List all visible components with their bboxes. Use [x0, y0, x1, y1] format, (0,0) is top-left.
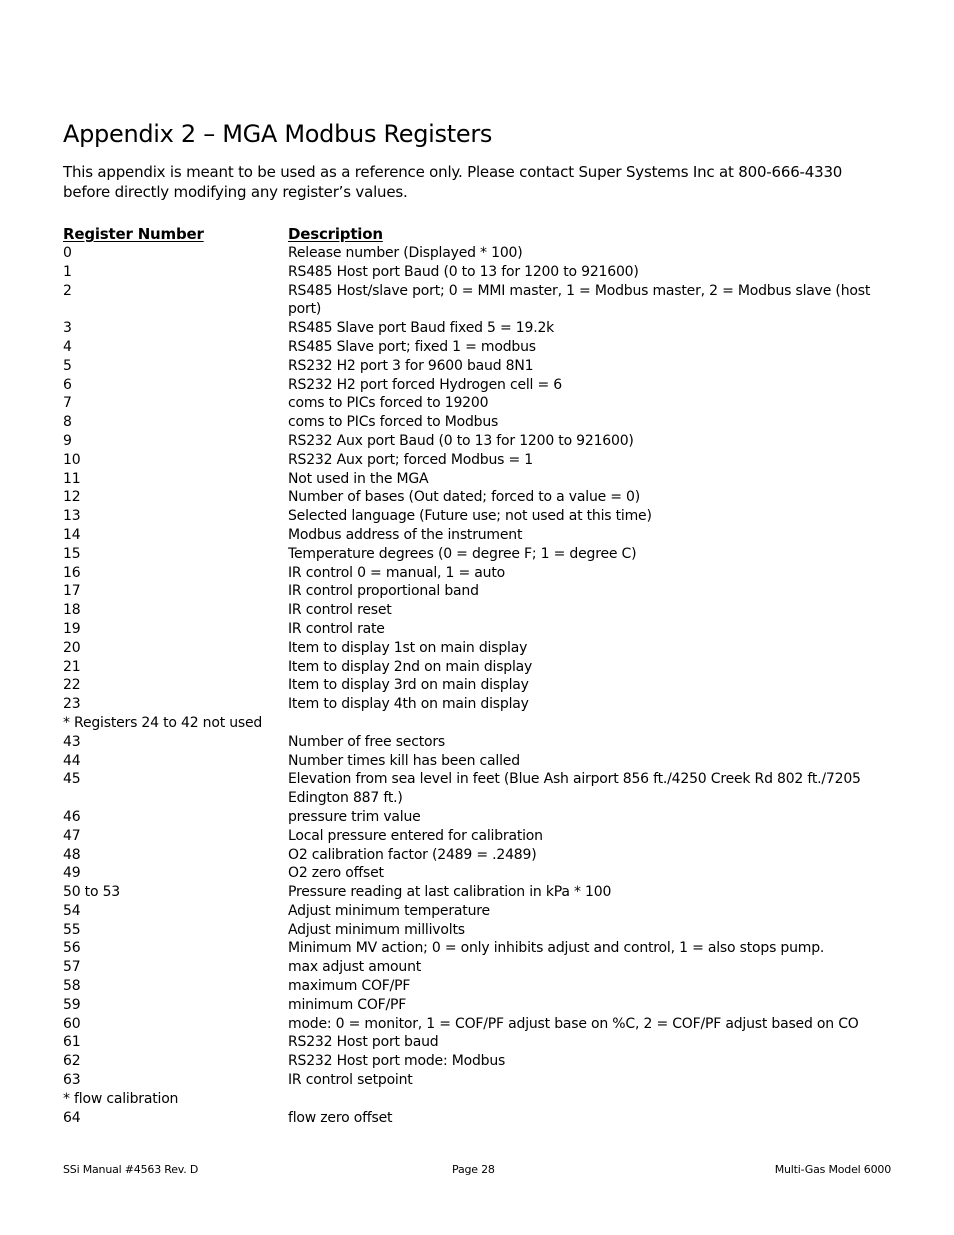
register-description: coms to PICs forced to Modbus	[288, 414, 499, 431]
table-row	[63, 620, 893, 639]
table-row	[63, 977, 893, 996]
table-note-row	[63, 714, 893, 733]
register-description: IR control 0 = manual, 1 = auto	[288, 564, 506, 581]
register-description: Number times kill has been called	[288, 752, 520, 769]
table-row	[63, 545, 893, 564]
register-description: coms to PICs forced to 19200	[288, 395, 489, 412]
table-row	[63, 996, 893, 1015]
table-row	[63, 432, 893, 451]
register-description: Selected language (Future use; not used at this time)	[288, 508, 652, 525]
register-number: 14	[63, 526, 81, 543]
table-body	[63, 244, 893, 1127]
register-number: 50 to 53	[63, 884, 120, 901]
register-number: 57	[63, 959, 81, 976]
table-row	[63, 1109, 893, 1128]
table-row	[63, 902, 893, 921]
register-description: Elevation from sea level in feet (Blue Ash airport 856 ft./4250 Creek Rd 802 ft./7205 Edington 887 ft.)	[288, 771, 861, 807]
register-description: IR control reset	[288, 602, 392, 619]
register-description: O2 calibration factor (2489 = .2489)	[288, 846, 537, 863]
register-description: minimum COF/PF	[288, 996, 407, 1013]
register-number: 58	[63, 978, 81, 995]
register-description: mode: 0 = monitor, 1 = COF/PF adjust base on %C, 2 = COF/PF adjust based on CO	[288, 1015, 859, 1032]
register-description: RS232 H2 port forced Hydrogen cell = 6	[288, 376, 562, 393]
table-row	[63, 526, 893, 545]
register-number: 3	[63, 320, 72, 337]
register-number: 5	[63, 357, 72, 374]
register-number: 59	[63, 996, 81, 1013]
register-description: Release number (Displayed * 100)	[288, 245, 523, 261]
register-number: 7	[63, 395, 72, 412]
table-row	[63, 282, 893, 320]
table-row	[63, 695, 893, 714]
register-number: 56	[63, 940, 81, 957]
intro-paragraph: This appendix is meant to be used as a reference only. Please contact Super Systems Inc at 800-666-4330 before directly modifying any register’s values.	[63, 163, 843, 201]
register-description: RS485 Host/slave port; 0 = MMI master, 1 = Modbus master, 2 = Modbus slave (host port)	[288, 282, 871, 318]
table-row	[63, 827, 893, 846]
table-note: * flow calibration	[63, 1090, 179, 1107]
register-description: RS232 Host port baud	[288, 1034, 439, 1051]
register-number: 18	[63, 602, 81, 619]
register-description: IR control proportional band	[288, 583, 479, 600]
register-description: flow zero offset	[288, 1109, 393, 1126]
footer-manual-id: SSi Manual #4563 Rev. D	[63, 1163, 199, 1176]
register-number: 19	[63, 620, 81, 637]
description-header: Description	[288, 225, 383, 243]
register-description: Item to display 2nd on main display	[288, 658, 533, 675]
register-number: 9	[63, 432, 72, 449]
register-description: RS485 Host port Baud (0 to 13 for 1200 to 921600)	[288, 263, 639, 280]
register-number: 23	[63, 696, 81, 713]
table-row	[63, 658, 893, 677]
register-number: 10	[63, 451, 81, 468]
register-description: IR control setpoint	[288, 1072, 413, 1089]
register-number: 0	[63, 245, 72, 261]
register-number: 63	[63, 1072, 81, 1089]
table-row	[63, 676, 893, 695]
register-description: RS485 Slave port Baud fixed 5 = 19.2k	[288, 320, 555, 337]
table-row	[63, 601, 893, 620]
register-description: pressure trim value	[288, 808, 421, 825]
register-description: IR control rate	[288, 620, 385, 637]
register-description: Minimum MV action; 0 = only inhibits adjust and control, 1 = also stops pump.	[288, 940, 825, 957]
register-description: O2 zero offset	[288, 865, 384, 882]
register-number: 61	[63, 1034, 81, 1051]
table-row	[63, 883, 893, 902]
register-description: RS232 Aux port; forced Modbus = 1	[288, 451, 533, 468]
register-description: Local pressure entered for calibration	[288, 827, 543, 844]
register-number: 60	[63, 1015, 81, 1032]
register-number: 15	[63, 545, 81, 562]
register-number: 6	[63, 376, 72, 393]
table-row	[63, 770, 893, 808]
register-number: 43	[63, 733, 81, 750]
register-number: 45	[63, 771, 81, 788]
register-number: 11	[63, 470, 81, 487]
register-number: 55	[63, 921, 81, 938]
register-number: 47	[63, 827, 81, 844]
register-number: 13	[63, 508, 81, 525]
table-note-row	[63, 1090, 893, 1109]
table-row	[63, 564, 893, 583]
footer-model-name: Multi-Gas Model 6000	[774, 1163, 891, 1176]
register-number: 22	[63, 677, 81, 694]
table-row	[63, 1033, 893, 1052]
page-title: Appendix 2 – MGA Modbus Registers	[63, 120, 493, 148]
register-description: max adjust amount	[288, 959, 422, 976]
table-row	[63, 939, 893, 958]
register-description: RS232 Aux port Baud (0 to 13 for 1200 to 921600)	[288, 432, 634, 449]
register-description: RS232 H2 port 3 for 9600 baud 8N1	[288, 357, 534, 374]
table-row	[63, 921, 893, 940]
register-number: 49	[63, 865, 81, 882]
register-description: Adjust minimum temperature	[288, 902, 490, 919]
register-description: Item to display 3rd on main display	[288, 677, 529, 694]
register-number: 54	[63, 902, 81, 919]
register-description: Adjust minimum millivolts	[288, 921, 465, 938]
table-row	[63, 507, 893, 526]
footer-page-number: Page 28	[452, 1163, 495, 1176]
table-row	[63, 846, 893, 865]
register-table	[63, 225, 893, 1127]
register-number-header: Register Number	[63, 225, 204, 243]
table-row	[63, 958, 893, 977]
register-number: 44	[63, 752, 81, 769]
table-row	[63, 733, 893, 752]
register-number: 21	[63, 658, 81, 675]
register-number: 17	[63, 583, 81, 600]
register-number: 64	[63, 1109, 81, 1126]
table-row	[63, 263, 893, 282]
register-number: 12	[63, 489, 81, 506]
table-row	[63, 1052, 893, 1071]
table-row	[63, 338, 893, 357]
register-description: Modbus address of the instrument	[288, 526, 523, 543]
table-row	[63, 470, 893, 489]
register-description: maximum COF/PF	[288, 978, 411, 995]
table-note: * Registers 24 to 42 not used	[63, 714, 263, 731]
register-number: 20	[63, 639, 81, 656]
register-description: Not used in the MGA	[288, 470, 429, 487]
register-number: 1	[63, 263, 72, 280]
table-row	[63, 488, 893, 507]
table-row	[63, 1071, 893, 1090]
table-row	[63, 808, 893, 827]
register-number: 16	[63, 564, 81, 581]
register-number: 4	[63, 338, 72, 355]
register-description: Item to display 4th on main display	[288, 696, 529, 713]
table-row	[63, 451, 893, 470]
table-header-row	[63, 225, 893, 243]
register-number: 48	[63, 846, 81, 863]
register-description: RS232 Host port mode: Modbus	[288, 1053, 506, 1070]
table-row	[63, 357, 893, 376]
table-row	[63, 413, 893, 432]
table-row	[63, 319, 893, 338]
register-number: 46	[63, 808, 81, 825]
table-row	[63, 864, 893, 883]
table-row	[63, 244, 893, 263]
register-description: Temperature degrees (0 = degree F; 1 = degree C)	[288, 545, 637, 562]
register-number: 8	[63, 414, 72, 431]
table-row	[63, 752, 893, 771]
table-row	[63, 639, 893, 658]
table-row	[63, 394, 893, 413]
table-row	[63, 1015, 893, 1034]
register-number: 2	[63, 282, 72, 299]
table-row	[63, 376, 893, 395]
register-description: Number of free sectors	[288, 733, 445, 750]
register-description: Item to display 1st on main display	[288, 639, 528, 656]
register-description: Number of bases (Out dated; forced to a value = 0)	[288, 489, 641, 506]
register-number: 62	[63, 1053, 81, 1070]
table-row	[63, 582, 893, 601]
register-description: Pressure reading at last calibration in kPa * 100	[288, 884, 612, 901]
register-description: RS485 Slave port; fixed 1 = modbus	[288, 338, 536, 355]
